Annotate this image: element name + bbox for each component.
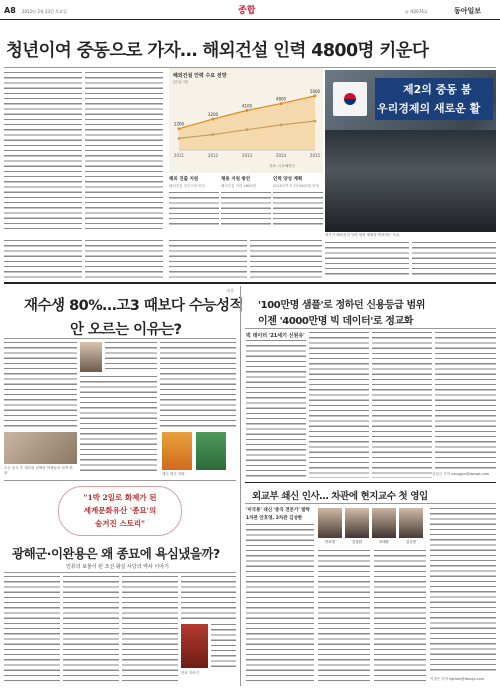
event-photo xyxy=(325,70,496,232)
flag xyxy=(333,82,367,116)
book-cover xyxy=(162,432,192,470)
story3-headline-2: 이젠 '4000만명 빅 데이터'로 정교화 xyxy=(258,316,414,327)
story2-label: 대성 xyxy=(226,288,234,293)
divider xyxy=(4,480,236,481)
story3-body xyxy=(309,332,369,478)
story1-body xyxy=(169,240,247,278)
info-panel xyxy=(273,176,323,230)
book-cover xyxy=(196,432,226,470)
story2-body xyxy=(80,376,157,472)
story2-caption: 수능 응시 후 재수를 선택한 학생들의 성적 변화. xyxy=(4,466,73,475)
data-label: 5600 xyxy=(309,88,321,94)
section-rule xyxy=(4,282,496,284)
story2-body xyxy=(160,342,236,430)
story5-byline: 이정은 기자 lightee@donga.com xyxy=(430,677,485,681)
photo-sign xyxy=(375,78,493,120)
data-point xyxy=(246,109,249,112)
audience xyxy=(325,130,496,232)
x-tick-label: 2011 xyxy=(173,153,185,158)
story3-body xyxy=(246,340,306,478)
story4-headline: 광해군·이완용은 왜 종묘에 욕심냈을까? xyxy=(12,546,220,561)
section-title: 종합 xyxy=(238,6,256,16)
data-label: 3200 xyxy=(207,112,219,118)
panel-title: 채용 지원 방안 xyxy=(221,177,251,182)
story5-body xyxy=(374,550,426,684)
chart-title: 해외건설 인력 수요 전망 xyxy=(173,73,227,79)
column-divider xyxy=(240,286,241,686)
data-point xyxy=(314,94,317,97)
data-label: 4800 xyxy=(275,96,287,102)
line-chart xyxy=(169,84,323,164)
x-tick-label: 2012 xyxy=(207,153,219,158)
panel-sub: 2015년까지 1만4000명 양성 xyxy=(273,184,319,188)
portrait-name: 김성한 xyxy=(351,540,363,544)
header-nav: ◎ 제2074호 xyxy=(405,9,428,14)
sign-text-1: 제2의 중동 붐 xyxy=(403,83,472,96)
story2-body xyxy=(4,342,77,430)
portrait-name: 김규현 xyxy=(405,540,417,544)
story4-subhead: 인류의 보물이 된 조선 왕실 사당의 역사 이야기 xyxy=(66,564,169,570)
story5-body xyxy=(430,508,496,674)
student-photo xyxy=(4,432,77,464)
story1-body xyxy=(85,72,163,230)
panel-text xyxy=(221,192,271,228)
page-number: A8 xyxy=(4,6,16,15)
story3-body xyxy=(435,332,496,470)
info-panel xyxy=(221,176,271,230)
chart-source: 자료: 국토해양부 xyxy=(269,164,295,168)
data-point xyxy=(178,127,181,130)
book-photo xyxy=(181,624,208,668)
story1-headline: 청년이여 중동으로 가자… 해외건설 인력 4800명 키운다 xyxy=(6,41,429,61)
chart-unit: (단위: 명) xyxy=(173,80,189,84)
story5-sub2: 1차관 안호영, 2차관 김성한 xyxy=(246,516,303,521)
data-point xyxy=(246,128,249,131)
x-tick-label: 2015 xyxy=(309,153,321,158)
story3-subhead: 빅 데이터 '21세기 신원유' xyxy=(246,333,305,339)
story2-headline-2: 안 오르는 이유는? xyxy=(70,322,182,338)
panel-sub: 해외건설 전문인력 양성 xyxy=(169,184,206,188)
story3-headline-1: '100만명 샘플'로 정하던 신용등급 범위 xyxy=(258,300,425,311)
story3-body xyxy=(372,332,432,478)
divider xyxy=(4,572,236,573)
story4-body xyxy=(122,576,178,684)
portrait xyxy=(318,508,342,538)
data-point xyxy=(280,123,283,126)
author-photo xyxy=(80,342,102,372)
data-point xyxy=(314,120,317,123)
data-point xyxy=(178,137,181,140)
data-point xyxy=(212,118,215,121)
section-rule xyxy=(245,482,496,483)
data-point xyxy=(280,102,283,105)
portrait xyxy=(372,508,396,538)
x-tick-label: 2014 xyxy=(275,153,287,158)
book-title: 재수 생존 전략 xyxy=(162,472,185,476)
issue-date: 2012년 2월 23일 목요일 xyxy=(22,9,67,14)
info-panel xyxy=(169,176,219,230)
flag-circle xyxy=(344,93,356,105)
panel-text xyxy=(169,192,219,228)
photo-caption: 정부가 해외건설 인력 양성 계획을 발표하는 모습. xyxy=(325,233,401,237)
quote-line-3: 숨겨진 스토리" xyxy=(95,519,145,528)
chart-area xyxy=(169,68,323,173)
story3-byline: 김성규 기자 sunggyu@donga.com xyxy=(432,472,490,476)
story1-body xyxy=(4,240,82,278)
divider xyxy=(245,503,496,504)
story5-headline: 외교부 쇄신 인사… 차관에 현지교수 첫 영입 xyxy=(252,491,428,502)
divider xyxy=(245,328,496,329)
story2-headline-1: 재수생 80%…고3 때보다 수능성적 xyxy=(24,298,244,314)
book-caption: 종묘 이야기 xyxy=(181,671,200,675)
data-point xyxy=(212,133,215,136)
story4-body xyxy=(4,576,60,684)
masthead-logo: 동아일보 xyxy=(454,6,482,15)
sign-text-2: 우리경제의 새로운 활 xyxy=(377,102,481,115)
portrait-name: 조태용 xyxy=(378,540,390,544)
story1-body xyxy=(325,242,409,278)
header-rule xyxy=(0,19,500,20)
portrait xyxy=(345,508,369,538)
story4-body xyxy=(181,576,236,620)
divider xyxy=(4,338,236,339)
portrait-name: 안호영 xyxy=(324,540,336,544)
panel-title: 인력 양성 계획 xyxy=(273,177,303,182)
quote-line-1: "1박 2일로 화제가 된 xyxy=(83,493,157,502)
panel-text xyxy=(273,192,323,228)
data-label: 2200 xyxy=(173,121,185,127)
x-tick-label: 2013 xyxy=(241,153,253,158)
story5-body xyxy=(318,550,370,684)
story1-body xyxy=(412,242,496,278)
story1-body xyxy=(4,72,82,230)
panel-sub: 해외건설 인력 4800명 xyxy=(221,184,256,188)
quote-line-2: 세계문화유산 '종묘'의 xyxy=(83,506,157,515)
story5-body xyxy=(246,524,314,684)
quote-box xyxy=(58,486,182,536)
panel-title: 해외 진출 지원 xyxy=(169,177,199,182)
portrait xyxy=(399,508,423,538)
story1-body xyxy=(250,240,322,278)
story2-body xyxy=(105,342,157,372)
story5-sub1: '미국통' 대신 '중국 전문가' 발탁 xyxy=(246,508,310,513)
story1-body xyxy=(85,240,163,278)
data-label: 4100 xyxy=(241,103,253,109)
story4-body xyxy=(211,624,236,668)
story4-body xyxy=(63,576,119,684)
